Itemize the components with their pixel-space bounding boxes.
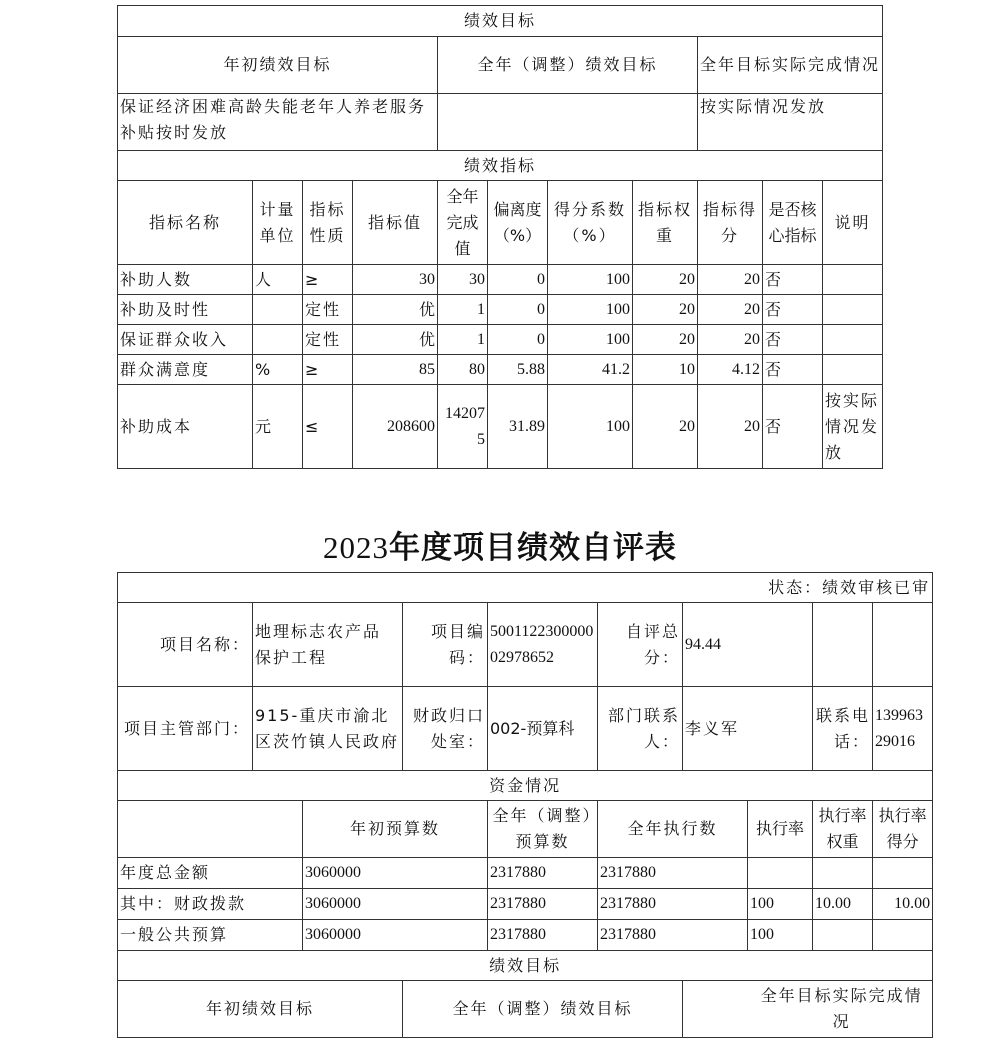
indicator-actual: 1: [438, 295, 488, 325]
funds-score: [873, 920, 933, 951]
indicator-row: [118, 265, 883, 295]
adjusted-goal-text: [438, 94, 698, 151]
indicator-weight: 20: [633, 295, 698, 325]
page-title: [0, 522, 1000, 567]
indicator-name: 群众满意度: [118, 355, 253, 385]
funds-header: 资金情况: [118, 771, 933, 801]
project-name-label: 项目名称：: [118, 603, 253, 687]
self-evaluation-table: [117, 572, 933, 1038]
col-target-value: 指标值: [353, 181, 438, 265]
initial-goal-header-2: 年初绩效目标: [118, 981, 403, 1038]
indicator-nature: ≥: [303, 265, 353, 295]
indicator-coef: 100: [548, 385, 633, 469]
self-score-label: 自评总分：: [598, 603, 683, 687]
indicator-deviation: 0: [488, 325, 548, 355]
col-nature: 指标性质: [303, 181, 353, 265]
indicator-note: [823, 265, 883, 295]
indicator-coef: 41.2: [548, 355, 633, 385]
initial-goal-text: 保证经济困难高龄失能老年人养老服务补贴按时发放: [118, 94, 438, 151]
actual-completion-header: 全年目标实际完成情况: [698, 37, 883, 94]
funds-score: 10.00: [873, 889, 933, 920]
indicator-deviation: 5.88: [488, 355, 548, 385]
indicator-nature: 定性: [303, 295, 353, 325]
blank-cell: [873, 603, 933, 687]
funds-col-adjusted: 全年（调整）预算数: [488, 801, 598, 858]
actual-completion-text: 按实际情况发放: [698, 94, 883, 151]
indicator-name: 补助成本: [118, 385, 253, 469]
adjusted-goal-header: 全年（调整）绩效目标: [438, 37, 698, 94]
funds-row: [118, 889, 933, 920]
funds-executed: 2317880: [598, 889, 748, 920]
adjusted-goal-header-2: 全年（调整）绩效目标: [403, 981, 683, 1038]
funds-row-label: 一般公共预算: [118, 920, 303, 951]
indicator-unit: %: [253, 355, 303, 385]
funds-row: [118, 920, 933, 951]
funds-initial: 3060000: [303, 858, 488, 889]
goal-header-2: 绩效目标: [118, 951, 933, 981]
col-score-coef: 得分系数（%）: [548, 181, 633, 265]
funds-weight: [813, 920, 873, 951]
funds-initial: 3060000: [303, 920, 488, 951]
indicator-nature: ≤: [303, 385, 353, 469]
indicator-coef: 100: [548, 265, 633, 295]
funds-weight: 10.00: [813, 889, 873, 920]
indicator-score: 20: [698, 385, 763, 469]
indicator-core: 否: [763, 325, 823, 355]
indicator-actual: 80: [438, 355, 488, 385]
indicator-deviation: 0: [488, 295, 548, 325]
indicator-unit: 元: [253, 385, 303, 469]
indicator-deviation: 31.89: [488, 385, 548, 469]
phone-value: 13996329016: [873, 687, 933, 771]
indicator-unit: 人: [253, 265, 303, 295]
finance-office-value: 002-预算科: [488, 687, 598, 771]
indicator-core: 否: [763, 295, 823, 325]
indicators-header: 绩效指标: [118, 151, 883, 181]
indicator-weight: 20: [633, 265, 698, 295]
funds-initial: 3060000: [303, 889, 488, 920]
funds-adjusted: 2317880: [488, 920, 598, 951]
funds-rate: [748, 858, 813, 889]
indicator-actual: 142075: [438, 385, 488, 469]
funds-col-rate: 执行率: [748, 801, 813, 858]
funds-col-score: 执行率得分: [873, 801, 933, 858]
funds-row-label: 年度总金额: [118, 858, 303, 889]
indicator-note: [823, 325, 883, 355]
goal-header: 绩效目标: [118, 6, 883, 37]
indicator-core: 否: [763, 265, 823, 295]
status-text: 状态：绩效审核已审: [118, 573, 933, 603]
dept-value: 915-重庆市渝北区茨竹镇人民政府: [253, 687, 403, 771]
indicator-score: 20: [698, 265, 763, 295]
indicator-weight: 20: [633, 325, 698, 355]
indicator-score: 20: [698, 295, 763, 325]
col-unit: 计量单位: [253, 181, 303, 265]
indicator-weight: 20: [633, 385, 698, 469]
contact-label: 部门联系人：: [598, 687, 683, 771]
dept-label: 项目主管部门：: [118, 687, 253, 771]
indicator-unit: [253, 295, 303, 325]
self-score: 94.44: [683, 603, 813, 687]
col-actual-value: 全年完成值: [438, 181, 488, 265]
col-core: 是否核心指标: [763, 181, 823, 265]
indicator-actual: 1: [438, 325, 488, 355]
indicator-score: 20: [698, 325, 763, 355]
funds-col-blank: [118, 801, 303, 858]
indicator-name: 保证群众收入: [118, 325, 253, 355]
col-indicator-name: 指标名称: [118, 181, 253, 265]
col-score: 指标得分: [698, 181, 763, 265]
title-year: 2023: [323, 530, 389, 565]
project-code: 500112230000002978652: [488, 603, 598, 687]
indicator-row: [118, 355, 883, 385]
indicator-note: [823, 355, 883, 385]
funds-col-weight: 执行率权重: [813, 801, 873, 858]
indicator-score: 4.12: [698, 355, 763, 385]
indicator-row: [118, 325, 883, 355]
funds-adjusted: 2317880: [488, 889, 598, 920]
indicator-weight: 10: [633, 355, 698, 385]
project-code-label: 项目编码：: [403, 603, 488, 687]
indicator-deviation: 0: [488, 265, 548, 295]
indicator-name: 补助及时性: [118, 295, 253, 325]
finance-office-label: 财政归口处室：: [403, 687, 488, 771]
funds-executed: 2317880: [598, 858, 748, 889]
funds-header-row: [118, 801, 933, 858]
funds-executed: 2317880: [598, 920, 748, 951]
funds-rate: 100: [748, 920, 813, 951]
project-name: 地理标志农产品保护工程: [253, 603, 403, 687]
indicator-unit: [253, 325, 303, 355]
indicator-target: 208600: [353, 385, 438, 469]
performance-goals-table-1: [117, 5, 883, 469]
funds-row-label: 其中：财政拨款: [118, 889, 303, 920]
indicator-nature: ≥: [303, 355, 353, 385]
col-deviation: 偏离度（%）: [488, 181, 548, 265]
blank-cell: [813, 603, 873, 687]
indicator-coef: 100: [548, 325, 633, 355]
funds-row: [118, 858, 933, 889]
funds-col-initial: 年初预算数: [303, 801, 488, 858]
indicator-row: [118, 385, 883, 469]
indicator-name: 补助人数: [118, 265, 253, 295]
indicator-note: [823, 295, 883, 325]
indicator-actual: 30: [438, 265, 488, 295]
col-weight: 指标权重: [633, 181, 698, 265]
funds-col-executed: 全年执行数: [598, 801, 748, 858]
funds-score: [873, 858, 933, 889]
indicator-target: 优: [353, 325, 438, 355]
initial-goal-header: 年初绩效目标: [118, 37, 438, 94]
indicator-coef: 100: [548, 295, 633, 325]
phone-label: 联系电话：: [813, 687, 873, 771]
funds-weight: [813, 858, 873, 889]
indicator-nature: 定性: [303, 325, 353, 355]
indicator-target: 85: [353, 355, 438, 385]
actual-completion-header-2: 全年目标实际完成情况: [683, 981, 933, 1038]
indicator-target: 优: [353, 295, 438, 325]
contact-value: 李义军: [683, 687, 813, 771]
funds-adjusted: 2317880: [488, 858, 598, 889]
indicator-header-row: [118, 181, 883, 265]
indicator-target: 30: [353, 265, 438, 295]
indicator-row: [118, 295, 883, 325]
funds-rate: 100: [748, 889, 813, 920]
indicator-core: 否: [763, 355, 823, 385]
indicator-core: 否: [763, 385, 823, 469]
title-text: 年度项目绩效自评表: [389, 530, 677, 565]
col-note: 说明: [823, 181, 883, 265]
indicator-note: 按实际情况发放: [823, 385, 883, 469]
